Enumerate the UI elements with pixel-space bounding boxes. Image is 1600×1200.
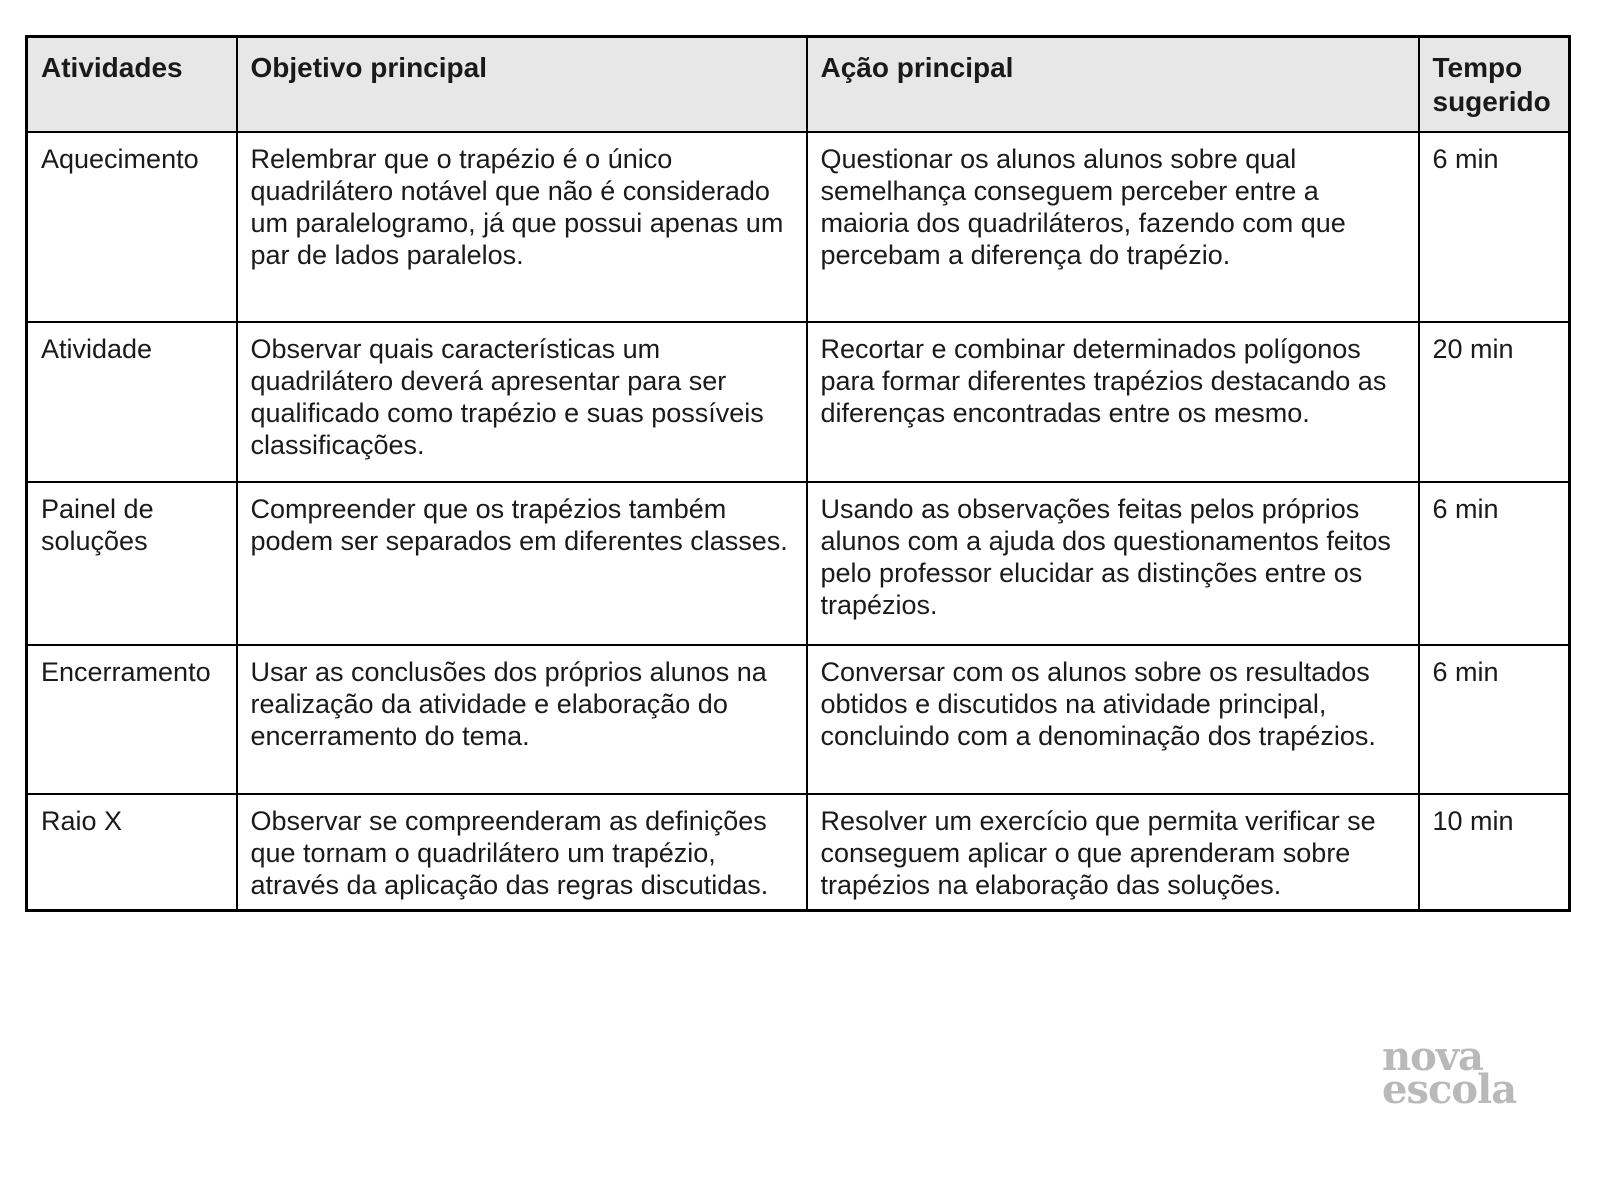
header-cell-acao-principal: Ação principal	[807, 37, 1419, 132]
cell-aquecimento-objetivo: Relembrar que o trapézio é o único quadrilátero notável que não é considerado um paralelogramo, já que possui apenas um par de lados paralelos.	[237, 132, 807, 322]
cell-aquecimento-acao: Questionar os alunos alunos sobre qual semelhança conseguem perceber entre a maioria dos quadriláteros, fazendo com que percebam a diferença do trapézio.	[807, 132, 1419, 322]
logo-line-escola: escola	[1382, 1066, 1517, 1113]
cell-painel-acao: Usando as observações feitas pelos próprios alunos com a ajuda dos questionamentos feitos pelo professor elucidar as distinções entre os trapézios.	[807, 482, 1419, 645]
table-row-painel-de-solucoes	[27, 482, 1570, 645]
cell-encerramento-acao: Conversar com os alunos sobre os resultados obtidos e discutidos na atividade principal, concluindo com a denominação dos trapézios.	[807, 645, 1419, 794]
cell-encerramento-atividade: Encerramento	[27, 645, 237, 794]
cell-raiox-acao: Resolver um exercício que permita verificar se conseguem aplicar o que aprenderam sobre trapézios na elaboração das soluções.	[807, 794, 1419, 911]
table-header-row	[27, 37, 1570, 132]
table-row-aquecimento	[27, 132, 1570, 322]
cell-painel-atividade: Painel de soluções	[27, 482, 237, 645]
header-cell-tempo-sugerido: Tempo sugerido	[1419, 37, 1570, 132]
table-row-encerramento	[27, 645, 1570, 794]
cell-raiox-tempo: 10 min	[1419, 794, 1570, 911]
cell-painel-objetivo: Compreender que os trapézios também podem ser separados em diferentes classes.	[237, 482, 807, 645]
cell-aquecimento-tempo: 6 min	[1419, 132, 1570, 322]
nova-escola-logo	[1382, 1033, 1517, 1113]
cell-atividade-objetivo: Observar quais características um quadrilátero deverá apresentar para ser qualificado como trapézio e suas possíveis classificações.	[237, 322, 807, 482]
cell-painel-tempo: 6 min	[1419, 482, 1570, 645]
lesson-plan-table	[25, 35, 1571, 912]
cell-atividade-tempo: 20 min	[1419, 322, 1570, 482]
cell-aquecimento-atividade: Aquecimento	[27, 132, 237, 322]
cell-raiox-atividade: Raio X	[27, 794, 237, 911]
cell-encerramento-tempo: 6 min	[1419, 645, 1570, 794]
logo-line-nova: nova	[1382, 1033, 1483, 1080]
table-row-atividade	[27, 322, 1570, 482]
header-cell-objetivo-principal: Objetivo principal	[237, 37, 807, 132]
cell-encerramento-objetivo: Usar as conclusões dos próprios alunos na realização da atividade e elaboração do encerramento do tema.	[237, 645, 807, 794]
cell-atividade-acao: Recortar e combinar determinados polígonos para formar diferentes trapézios destacando as diferenças encontradas entre os mesmo.	[807, 322, 1419, 482]
cell-atividade-atividade: Atividade	[27, 322, 237, 482]
cell-raiox-objetivo: Observar se compreenderam as definições que tornam o quadrilátero um trapézio, através da aplicação das regras discutidas.	[237, 794, 807, 911]
table-row-raio-x	[27, 794, 1570, 911]
header-cell-atividades: Atividades	[27, 37, 237, 132]
